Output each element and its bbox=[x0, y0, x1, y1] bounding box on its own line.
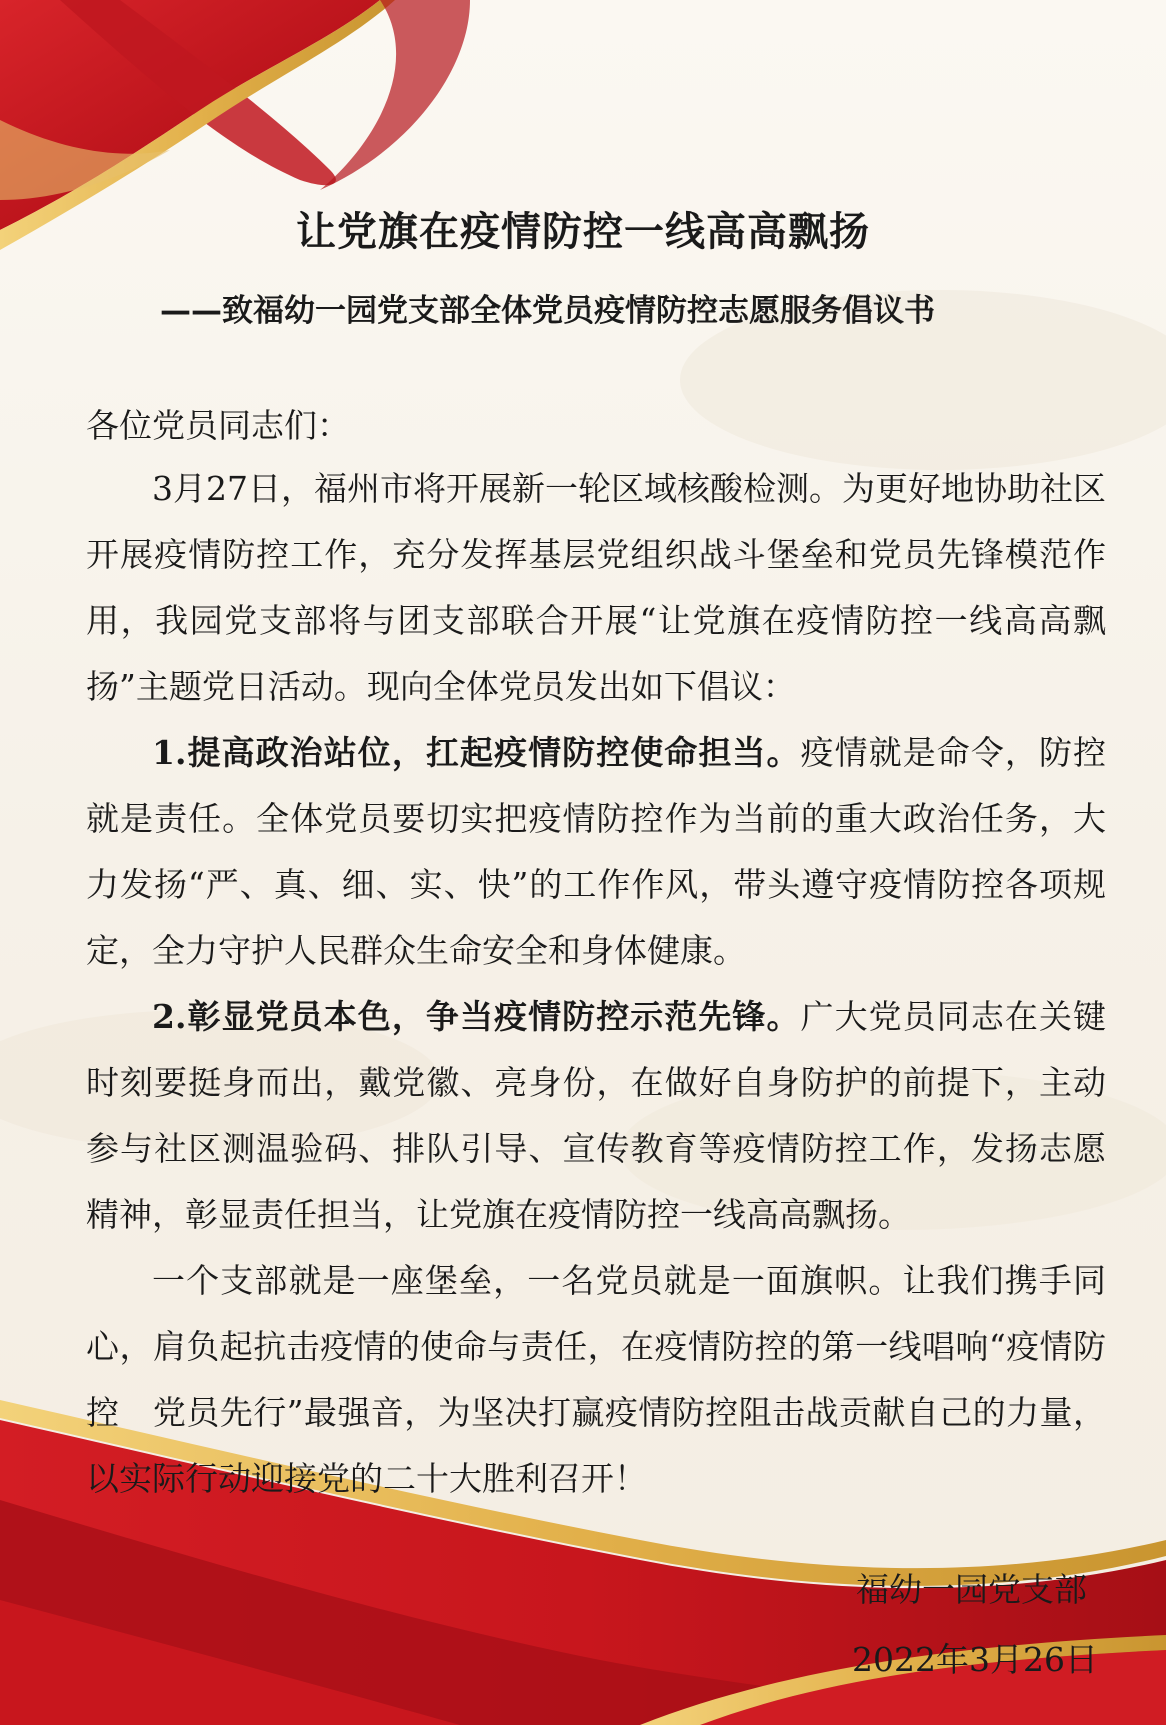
paragraph-text: 疫情就是命令，防控就是责任。全体党员要切实把疫情防控作为当前的重大政治任务，大力发扬“严、真、细、实、快”的工作作风，带头遵守疫情防控各项规定，全力守护人民群众生命安全和身体健康。 bbox=[86, 733, 1107, 970]
paragraph-closing bbox=[86, 1248, 1106, 1512]
paragraph-lead: 2.彰显党员本色，争当疫情防控示范先锋。 bbox=[152, 997, 801, 1036]
salutation: 各位党员同志们： bbox=[86, 406, 350, 445]
paragraph-point-2 bbox=[86, 984, 1106, 1248]
paragraph-point-1 bbox=[86, 720, 1106, 984]
signature-block bbox=[852, 1555, 1098, 1695]
paragraph-text: 一个支部就是一座堡垒，一名党员就是一面旗帜。让我们携手同心，肩负起抗击疫情的使命与责任，在疫情防控的第一线唱响“疫情防控 党员先行”最强音，为坚决打赢疫情防控阻击战贡献自己的力量，以实际行动迎接党的二十大胜利召开！ bbox=[86, 1261, 1106, 1498]
signature-organization: 福幼一园党支部 bbox=[856, 1570, 1088, 1609]
paragraph-text: 3月27日，福州市将开展新一轮区域核酸检测。为更好地协助社区开展疫情防控工作，充分发挥基层党组织战斗堡垒和党员先锋模范作用，我园党支部将与团支部联合开展“让党旗在疫情防控一线高高飘扬”主题党日活动。现向全体党员发出如下倡议： bbox=[86, 469, 1106, 706]
paragraph-intro bbox=[86, 456, 1106, 720]
paragraph-text: 广大党员同志在关键时刻要挺身而出，戴党徽、亮身份，在做好自身防护的前提下，主动参与社区测温验码、排队引导、宣传教育等疫情防控工作，发扬志愿精神，彰显责任担当，让党旗在疫情防控一线高高飘扬。 bbox=[86, 997, 1107, 1234]
document-subtitle: ——致福幼一园党支部全体党员疫情防控志愿服务倡议书 bbox=[160, 293, 935, 329]
signature-date: 2022年3月26日 bbox=[852, 1640, 1098, 1679]
paragraph-lead: 1.提高政治站位，扛起疫情防控使命担当。 bbox=[152, 733, 801, 772]
document-title: 让党旗在疫情防控一线高高飘扬 bbox=[296, 209, 870, 255]
